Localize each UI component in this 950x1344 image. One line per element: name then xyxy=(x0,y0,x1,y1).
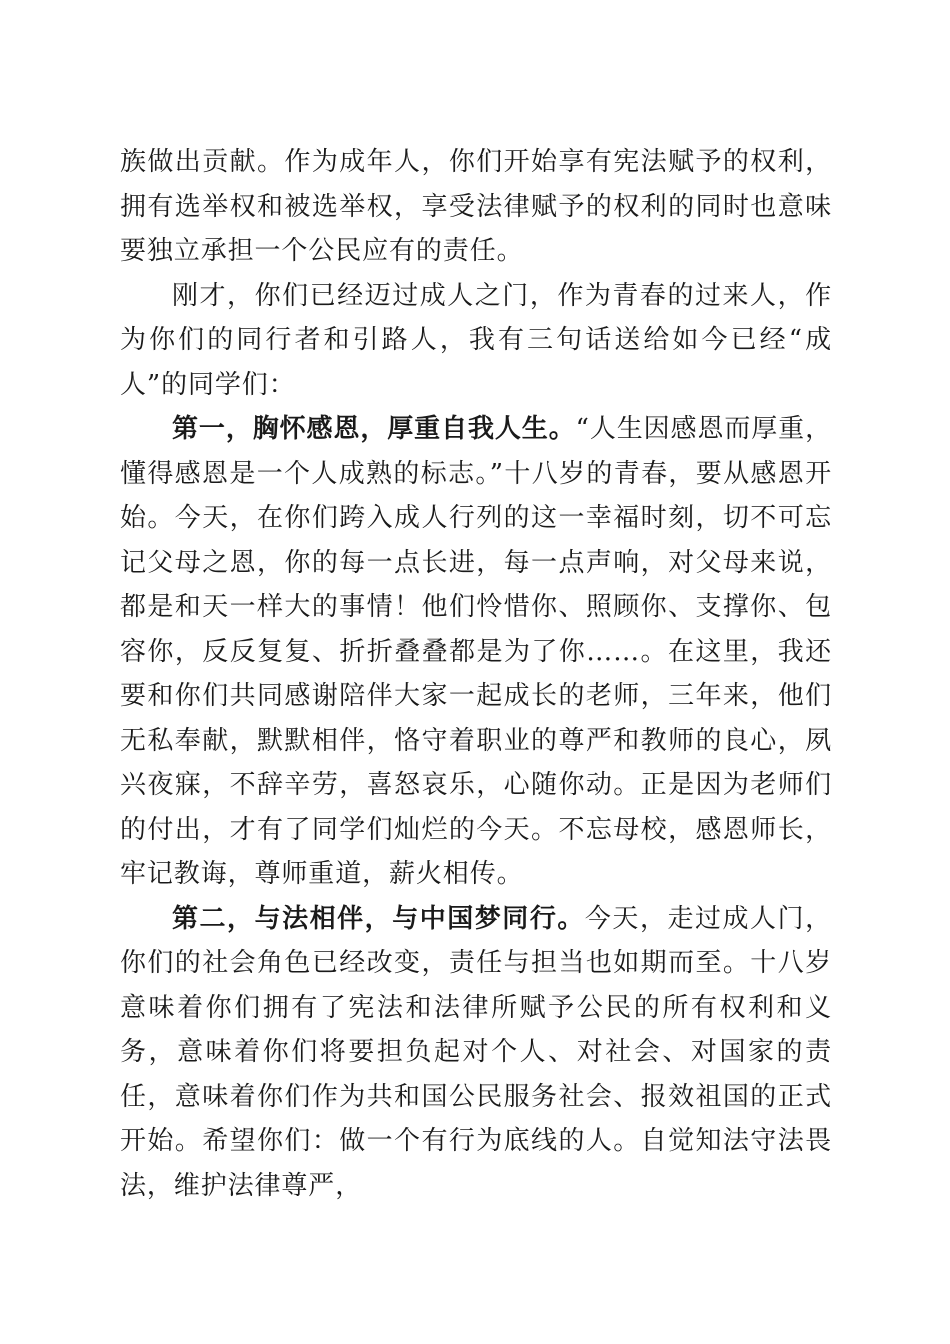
paragraph-text: 今天，走过成人门，你们的社会角色已经改变，责任与担当也如期而至。十八岁意味着你们拥有了宪法和法律所赋予公民的所有权利和义务，意味着你们将要担负起对个人、对社会、对国家的责任，意味着你们作为共和国公民服务社会、报效祖国的正式开始。希望你们：做一个有行为底线的人。自觉知法守法畏法，维护法律尊严， xyxy=(120,903,832,1201)
paragraph-text: 刚才，你们已经迈过成人之门，作为青春的过来人，作为你们的同行者和引路人，我有三句话送给如今已经“成人”的同学们： xyxy=(120,280,832,400)
paragraph-intro xyxy=(120,274,832,408)
paragraph-text: 族做出贡献。作为成年人，你们开始享有宪法赋予的权利，拥有选举权和被选举权，享受法律赋予的权利的同时也意味要独立承担一个公民应有的责任。 xyxy=(120,147,832,266)
paragraph-continuation xyxy=(120,140,832,274)
paragraph-point-one xyxy=(120,407,832,897)
paragraph-heading: 第二，与法相伴，与中国梦同行。 xyxy=(172,903,585,934)
paragraph-heading: 第一，胸怀感恩，厚重自我人生。 xyxy=(172,414,576,444)
paragraph-text: “人生因感恩而厚重，懂得感恩是一个人成熟的标志。”十八岁的青春，要从感恩开始。今天，在你们跨入成人行列的这一幸福时刻，切不可忘记父母之恩，你的每一点长进，每一点声响，对父母来说，都是和天一样大的事情！他们怜惜你、照顾你、支撑你、包容你，反反复复、折折叠叠都是为了你……。在这里，我还要和你们共同感谢陪伴大家一起成长的老师，三年来，他们无私奉献，默默相伴，恪守着职业的尊严和教师的良心，夙兴夜寐，不辞辛劳，喜怒哀乐，心随你动。正是因为老师们的付出，才有了同学们灿烂的今天。不忘母校，感恩师长，牢记教诲，尊师重道，薪火相传。 xyxy=(120,414,832,889)
paragraph-point-two xyxy=(120,897,832,1209)
body-text xyxy=(120,140,832,1208)
